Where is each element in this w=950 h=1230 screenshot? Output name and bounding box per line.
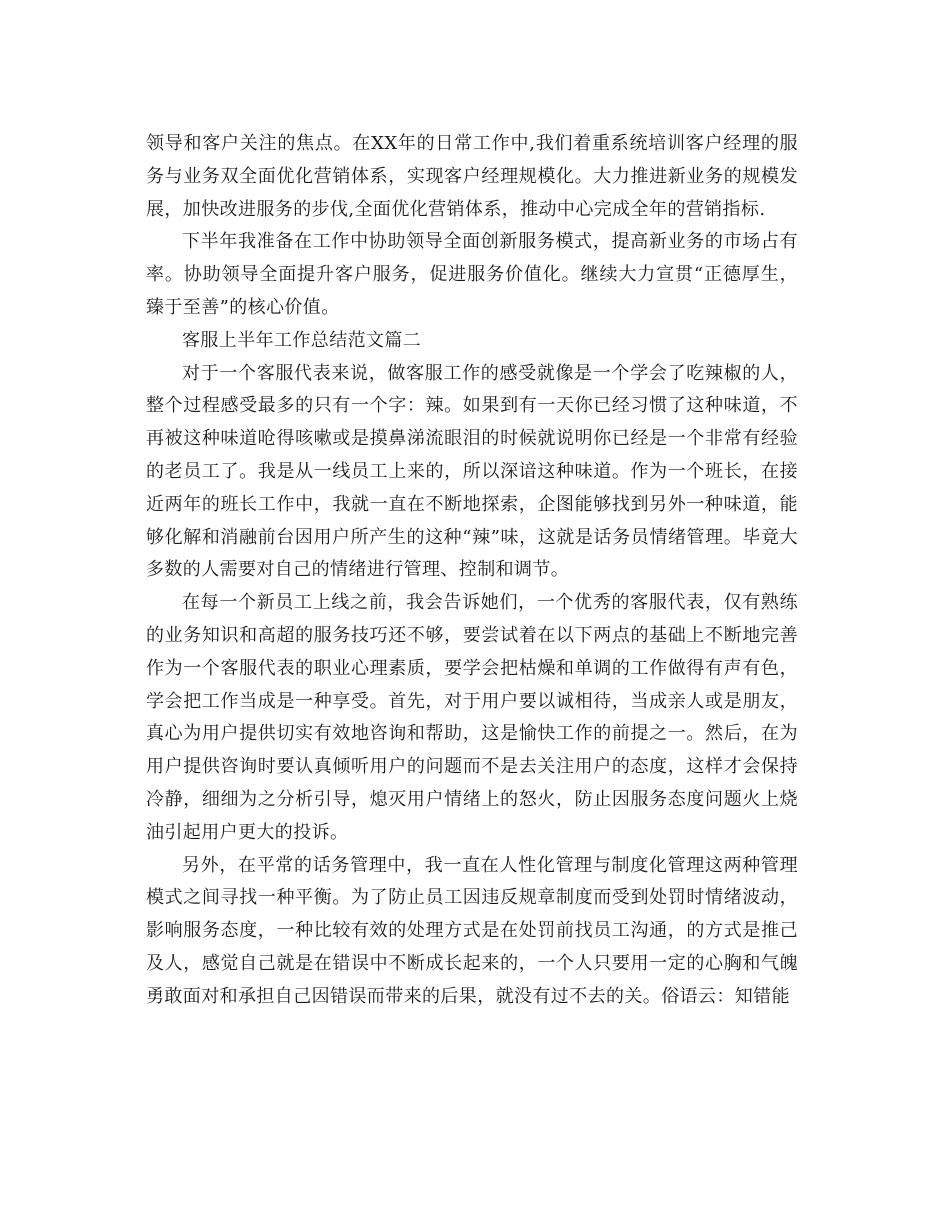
paragraph-management-balance: 另外，在平常的话务管理中，我一直在人性化管理与制度化管理这两种管理模式之间寻找一种平衡。为了防止员工因违反规章制度而受到处罚时情绪波动，影响服务态度，一种比较有效的处理方式是在处罚前找员工沟通，的方式是推己及人，感觉自己就是在错误中不断成长起来的，一个人只要用一定的心胸和气魄勇敢面对和承担自己因错误而带来的后果，就没有过不去的关。俗语云：知错能	[146, 854, 798, 1007]
paragraph-customer-service-feeling: 对于一个客服代表来说，做客服工作的感受就像是一个学会了吃辣椒的人，整个过程感受最多的只有一个字：辣。如果到有一天你已经习惯了这种味道，不再被这种味道呛得咳嗽或是摸鼻涕流眼泪的时候就说明你已经是一个非常有经验的老员工了。我是从一线员工上来的，所以深谙这种味道。作为一个班长，在接近两年的班长工作中，我就一直在不断地探索，企图能够找到另外一种味道，能够化解和消融前台因用户所产生的这种“辣”味，这就是话务员情绪管理。毕竟大多数的人需要对自己的情绪进行管理、控制和调节。	[146, 362, 798, 581]
paragraph-second-half-plan: 下半年我准备在工作中协助领导全面创新服务模式，提高新业务的市场占有率。协助领导全面提升客户服务，促进服务价值化。继续大力宣贯“正德厚生，臻于至善”的核心价值。	[146, 231, 798, 318]
paragraph-continued-intro: 领导和客户关注的焦点。在XX年的日常工作中,我们着重系统培训客户经理的服务与业务双全面优化营销体系，实现客户经理规模化。大力推进新业务的规模发展，加快改进服务的步伐,全面优化营销体系，推动中心完成全年的营销指标.	[146, 133, 798, 220]
section-heading: 客服上半年工作总结范文篇二	[182, 329, 422, 351]
document-body	[146, 128, 798, 1014]
paragraph-new-employee-advice: 在每一个新员工上线之前，我会告诉她们，一个优秀的客服代表，仅有熟练的业务知识和高超的服务技巧还不够，要尝试着在以下两点的基础上不断地完善作为一个客服代表的职业心理素质，要学会把枯燥和单调的工作做得有声有色，学会把工作当成是一种享受。首先，对于用户要以诚相待，当成亲人或是朋友，真心为用户提供切实有效地咨询和帮助，这是愉快工作的前提之一。然后，在为用户提供咨询时要认真倾听用户的问题而不是去关注用户的态度，这样才会保持冷静，细细为之分析引导，熄灭用户情绪上的怒火，防止因服务态度问题火上烧油引起用户更大的投诉。	[146, 592, 798, 843]
